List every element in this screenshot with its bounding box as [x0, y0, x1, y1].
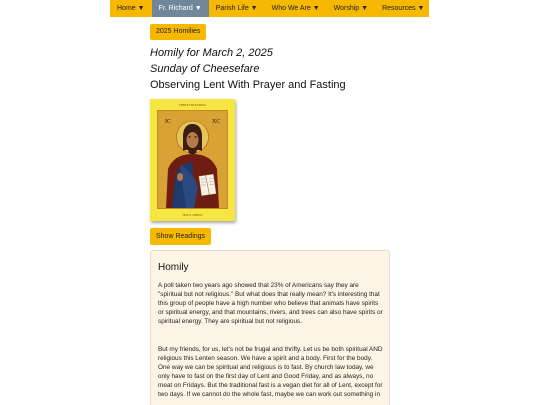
homily-heading: Homily — [158, 262, 189, 273]
icon-caption-top: CHRIST BLESSING — [178, 103, 207, 107]
nav-who-we-are[interactable]: Who We Are ▼ — [271, 5, 320, 12]
icon-letters-right: XC — [212, 119, 221, 125]
homily-paragraph-2: But my friends, for us, let's not be frugal and thrifty. Let us be both spiritual AND religious this Lenten season. We have a spirit and a body. First for the body. One way we can be spiritual and religious is to fast. By church law today, we only have to fast on the first day of Lent and Good Friday, and as always, no meat on Fridays. But the traditional fast is a vegan diet for all of Lent, except for two days. If we cannot do the whole fast, maybe we can work out something in — [158, 346, 383, 398]
homilies-2025-button[interactable]: 2025 Homilies — [150, 24, 206, 40]
homily-paragraph-1: A poll taken two years ago showed that 23% of Americans say they are "spiritual but not religious." But what does that really mean? It's interesting that this group of people have a high number who believe that animals have spirits or spiritual energy, and that mountains, rivers, and trees can also have spirits or spiritual energy. They are spiritual but not religious. — [158, 282, 383, 325]
icon-letters-left: IC — [165, 119, 171, 125]
nav-resources[interactable]: Resources ▼ — [382, 5, 425, 12]
nav-home[interactable]: Home ▼ — [117, 5, 145, 12]
icon-caption-bottom: JESUS CHRIST — [182, 213, 203, 217]
nav-parish-life[interactable]: Parish Life ▼ — [215, 5, 258, 12]
christ-icon-image — [150, 99, 235, 221]
homily-date-title: Homily for March 2, 2025 — [150, 47, 273, 59]
top-navbar — [110, 0, 429, 17]
nav-worship[interactable]: Worship ▼ — [333, 5, 369, 12]
homily-subject-title: Observing Lent With Prayer and Fasting — [150, 79, 346, 91]
homily-section — [150, 250, 390, 405]
show-readings-button[interactable]: Show Readings — [150, 228, 211, 245]
homily-day-title: Sunday of Cheesefare — [150, 63, 260, 75]
nav-fr-richard[interactable]: Fr. Richard ▼ — [152, 0, 209, 17]
